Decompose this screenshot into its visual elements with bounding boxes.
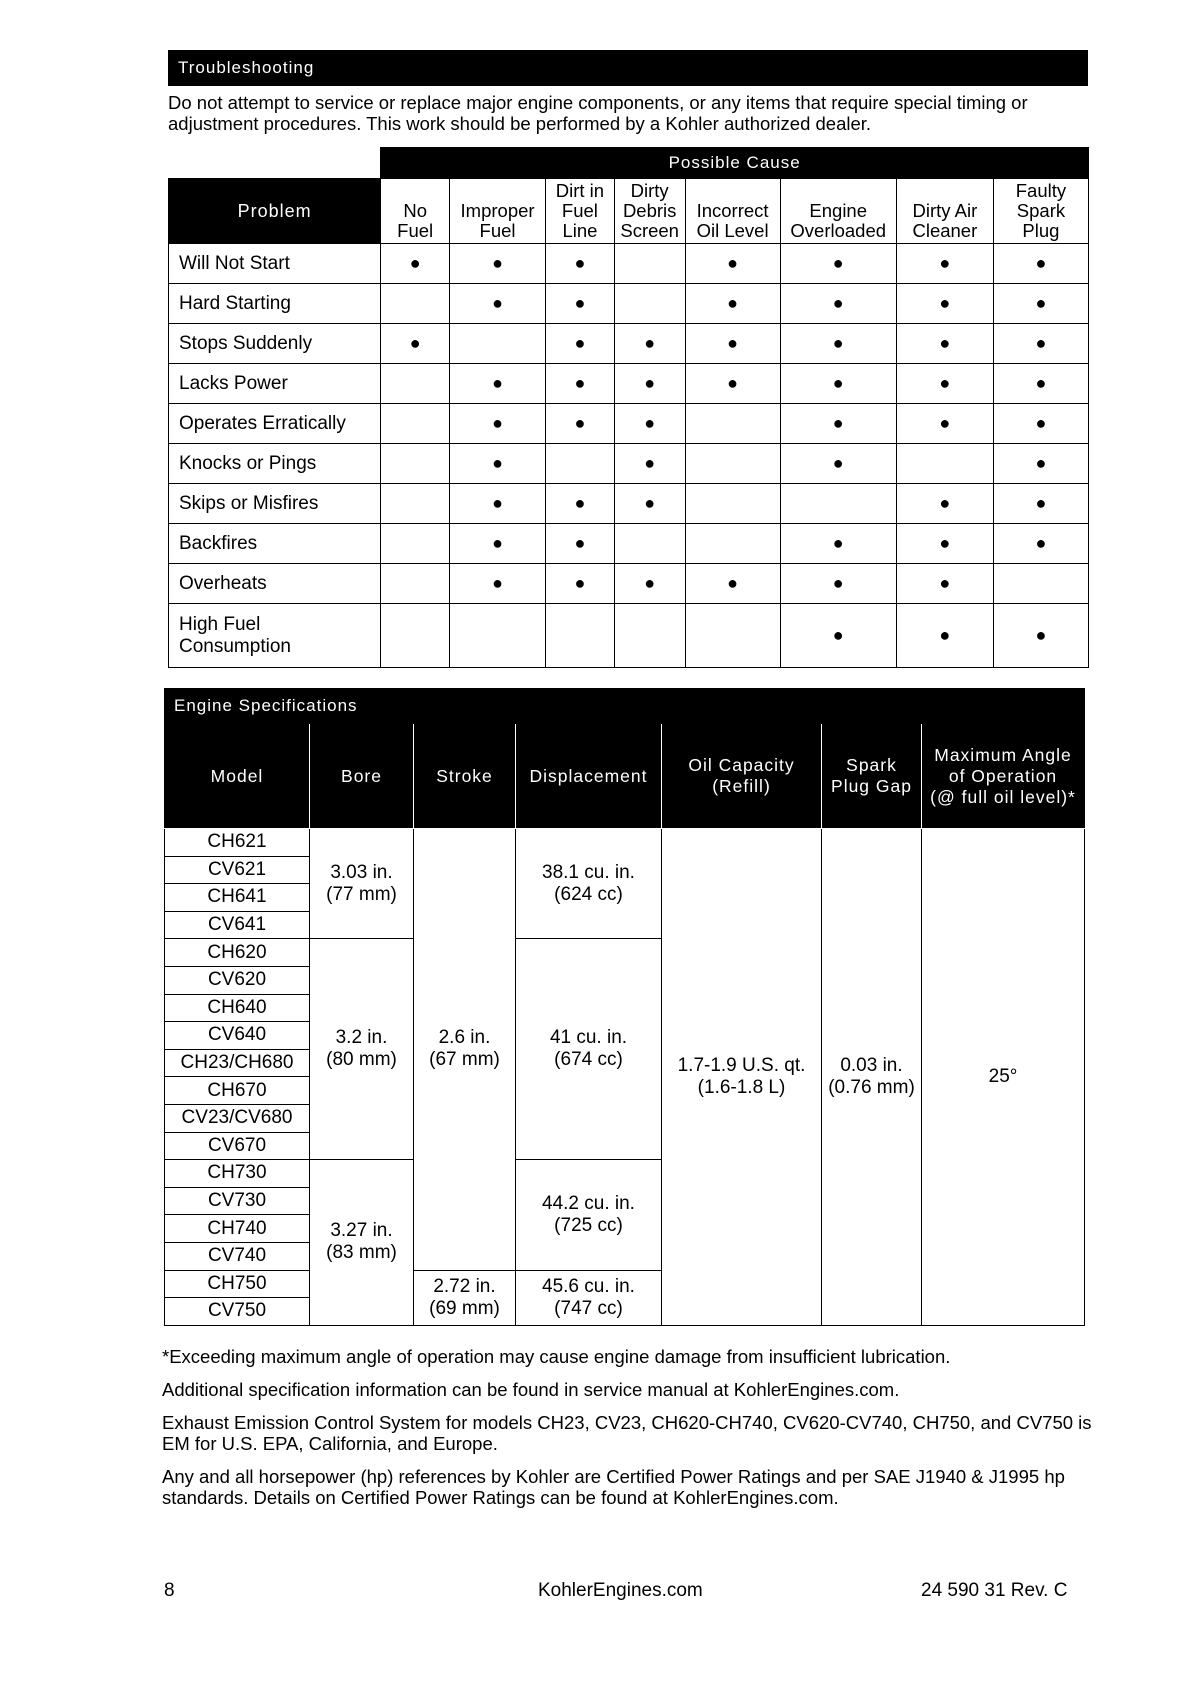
cause-cell: [993, 364, 1088, 404]
spec-row: [165, 829, 1085, 857]
problem-label: Lacks Power: [169, 364, 381, 404]
max-angle-cell: 25°: [922, 829, 1085, 1326]
troubleshooting-table: [168, 147, 1089, 668]
cause-header-line: Debris: [622, 200, 677, 221]
model-cell: CV730: [165, 1187, 310, 1215]
cause-cell: [450, 604, 546, 668]
cause-cell: [546, 324, 615, 364]
cause-cell: [614, 564, 685, 604]
problem-label: Stops Suddenly: [169, 324, 381, 364]
stroke-cell: [414, 829, 516, 1271]
cause-header: [896, 179, 993, 244]
cause-cell: [546, 364, 615, 404]
displacement-value: (624 cc): [554, 883, 623, 905]
bore-cell: [310, 829, 414, 939]
cause-cell: [381, 364, 450, 404]
cause-cell: [685, 564, 780, 604]
cause-dot: ●: [1035, 333, 1047, 353]
cause-dot: ●: [1035, 293, 1047, 313]
cause-cell: [381, 524, 450, 564]
cause-header-line: Dirty Air: [912, 200, 978, 221]
problem-label: High Fuel Consumption: [169, 604, 381, 668]
cause-cell: [614, 604, 685, 668]
cause-dot: ●: [727, 253, 739, 273]
cause-cell: [381, 444, 450, 484]
cause-cell: [780, 484, 896, 524]
cause-cell: [381, 404, 450, 444]
cause-header-line: Fuel: [479, 220, 516, 241]
cause-dot: ●: [492, 453, 503, 473]
cause-header-line: Screen: [620, 220, 679, 241]
cause-header-line: Faulty: [1015, 180, 1067, 201]
cause-dot: ●: [492, 413, 503, 433]
cause-cell: [546, 604, 615, 668]
problem-row: [169, 444, 1089, 484]
footer-website: KohlerEngines.com: [538, 1580, 703, 1601]
cause-dot: ●: [644, 373, 656, 393]
cause-cell: [780, 564, 896, 604]
problem-row: [169, 484, 1089, 524]
displacement-value: 44.2 cu. in.: [542, 1192, 635, 1214]
cause-dot: ●: [939, 413, 951, 433]
problem-row: [169, 284, 1089, 324]
cause-dot: ●: [574, 253, 586, 273]
displacement-cell: [516, 829, 662, 939]
cause-dot: ●: [832, 373, 844, 393]
cause-dot: ●: [1035, 373, 1047, 393]
bore-value: (80 mm): [326, 1049, 397, 1071]
cause-cell: [896, 524, 993, 564]
problem-label: Skips or Misfires: [169, 484, 381, 524]
cause-dot: ●: [574, 373, 586, 393]
cause-header: [450, 179, 546, 244]
cause-cell: [546, 404, 615, 444]
cause-dot: ●: [409, 333, 421, 353]
model-cell: CV621: [165, 856, 310, 884]
possible-cause-header: Possible Cause: [381, 148, 1089, 179]
engine-specifications-title: Engine Specifications: [164, 688, 1085, 724]
cause-cell: [614, 284, 685, 324]
cause-cell: [381, 484, 450, 524]
bore-value: (77 mm): [326, 883, 397, 905]
cause-cell: [614, 404, 685, 444]
cause-header-line: Incorrect: [696, 200, 769, 221]
cause-dot: ●: [1035, 493, 1047, 513]
cause-dot: ●: [644, 413, 656, 433]
problem-label: Overheats: [169, 564, 381, 604]
cause-cell: [546, 244, 615, 284]
cause-cell: [450, 444, 546, 484]
cause-cell: [896, 484, 993, 524]
cause-dot: ●: [644, 333, 656, 353]
model-cell: CV640: [165, 1022, 310, 1050]
angle-header-line: of Operation: [948, 765, 1058, 786]
cause-dot: ●: [574, 493, 586, 513]
model-cell: CH23/CH680: [165, 1049, 310, 1077]
bore-value: 3.03 in.: [330, 861, 393, 883]
cause-header-line: Spark: [1016, 200, 1066, 221]
problem-label: Backfires: [169, 524, 381, 564]
cause-cell: [780, 524, 896, 564]
cause-dot: ●: [492, 253, 503, 273]
displacement-header: Displacement: [516, 724, 662, 829]
cause-cell: [993, 524, 1088, 564]
cause-cell: [614, 364, 685, 404]
cause-dot: ●: [574, 573, 586, 593]
cause-header-line: Dirt in: [555, 180, 605, 201]
cause-cell: [381, 324, 450, 364]
cause-dot: ●: [574, 533, 586, 553]
cause-cell: [896, 324, 993, 364]
cause-cell: [780, 604, 896, 668]
cause-cell: [685, 244, 780, 284]
cause-dot: ●: [644, 493, 656, 513]
displacement-cell: [516, 1270, 662, 1325]
cause-cell: [381, 564, 450, 604]
oil-capacity-header-line: (Refill): [712, 776, 771, 796]
model-header: Model: [165, 724, 310, 829]
model-cell: CH620: [165, 939, 310, 967]
angle-header-line: Maximum Angle: [934, 744, 1072, 765]
problem-row: [169, 564, 1089, 604]
problem-row: [169, 604, 1089, 668]
cause-cell: [993, 284, 1088, 324]
cause-cell: [993, 564, 1088, 604]
bore-header: Bore: [310, 724, 414, 829]
cause-dot: ●: [832, 293, 844, 313]
cause-dot: ●: [574, 333, 586, 353]
problem-row: [169, 244, 1089, 284]
cause-cell: [450, 244, 546, 284]
oil-capacity-header-line: Oil Capacity: [688, 755, 795, 775]
cause-cell: [993, 484, 1088, 524]
cause-dot: ●: [727, 333, 739, 353]
cause-cell: [896, 564, 993, 604]
spark-gap-value: (0.76 mm): [828, 1076, 915, 1098]
model-cell: CH750: [165, 1270, 310, 1298]
cause-cell: [896, 284, 993, 324]
model-cell: CV23/CV680: [165, 1104, 310, 1132]
bore-value: (83 mm): [326, 1242, 397, 1264]
cause-cell: [896, 444, 993, 484]
cause-cell: [993, 444, 1088, 484]
cause-dot: ●: [492, 533, 503, 553]
displacement-value: 38.1 cu. in.: [542, 861, 635, 883]
displacement-value: 45.6 cu. in.: [542, 1275, 635, 1297]
cause-dot: ●: [939, 333, 951, 353]
troubleshooting-intro: Do not attempt to service or replace major engine components, or any items that require special timing or adjustment procedures. This work should be performed by a Kohler authorized dealer.: [168, 92, 1028, 134]
cause-dot: ●: [832, 453, 844, 473]
cause-dot: ●: [1035, 413, 1047, 433]
cause-dot: ●: [939, 373, 951, 393]
note-service-manual: Additional specification information can be found in service manual at KohlerEngines.com.: [162, 1379, 900, 1400]
oil-capacity-value: 1.7-1.9 U.S. qt.: [677, 1054, 806, 1076]
cause-cell: [780, 324, 896, 364]
document-number: 24 590 31 Rev. C: [921, 1580, 1068, 1601]
cause-dot: ●: [832, 333, 844, 353]
spark-header-line: Spark: [846, 755, 897, 775]
oil-capacity-header: [662, 724, 822, 829]
spark-header-line: Plug Gap: [831, 776, 912, 796]
cause-cell: [896, 604, 993, 668]
cause-dot: ●: [832, 413, 844, 433]
cause-dot: ●: [727, 573, 739, 593]
note-horsepower: Any and all horsepower (hp) references by Kohler are Certified Power Ratings and per SAE J1940 & J1995 hp standards. Details on Certified Power Ratings can be found at KohlerEngines.com.: [162, 1466, 1065, 1508]
cause-cell: [685, 524, 780, 564]
engine-specifications-table: [164, 724, 1085, 1326]
cause-header-line: No: [403, 200, 427, 221]
cause-cell: [780, 284, 896, 324]
cause-header: [993, 179, 1088, 244]
page-number: 8: [164, 1580, 175, 1601]
oil-capacity-value: (1.6-1.8 L): [697, 1076, 786, 1098]
cause-dot: ●: [832, 253, 844, 273]
bore-cell: [310, 1160, 414, 1326]
cause-cell: [685, 444, 780, 484]
bore-value: 3.2 in.: [335, 1027, 388, 1049]
bore-value: 3.27 in.: [330, 1220, 393, 1242]
cause-dot: ●: [1035, 253, 1047, 273]
cause-cell: [685, 284, 780, 324]
cause-dot: ●: [1035, 533, 1047, 553]
notes: [162, 1346, 1092, 1520]
cause-header-line: Engine: [809, 200, 868, 221]
cause-dot: ●: [832, 533, 844, 553]
angle-header-line: (@ full oil level)*: [930, 786, 1076, 807]
stroke-cell: [414, 1270, 516, 1325]
blank-corner: [169, 148, 381, 179]
cause-cell: [614, 444, 685, 484]
cause-dot: ●: [644, 573, 656, 593]
cause-header-line: Oil Level: [696, 220, 769, 241]
displacement-cell: [516, 1160, 662, 1270]
model-cell: CV641: [165, 911, 310, 939]
cause-header: [685, 179, 780, 244]
cause-cell: [780, 364, 896, 404]
problem-row: [169, 324, 1089, 364]
cause-cell: [614, 484, 685, 524]
cause-dot: ●: [574, 293, 586, 313]
cause-cell: [546, 564, 615, 604]
spark-gap-cell: [822, 829, 922, 1326]
cause-cell: [685, 364, 780, 404]
cause-header: [546, 179, 615, 244]
displacement-value: (747 cc): [554, 1297, 623, 1319]
oil-capacity-cell: [662, 829, 822, 1326]
cause-header-line: Improper: [460, 200, 535, 221]
cause-dot: ●: [939, 253, 951, 273]
cause-cell: [381, 244, 450, 284]
cause-cell: [450, 484, 546, 524]
model-cell: CH621: [165, 829, 310, 857]
cause-header-line: Line: [562, 220, 598, 241]
cause-cell: [450, 404, 546, 444]
cause-dot: ●: [727, 373, 739, 393]
stroke-value: 2.72 in.: [433, 1275, 496, 1297]
cause-cell: [450, 364, 546, 404]
cause-cell: [685, 604, 780, 668]
cause-cell: [381, 284, 450, 324]
cause-dot: ●: [832, 573, 844, 593]
model-cell: CV620: [165, 966, 310, 994]
cause-cell: [896, 244, 993, 284]
problem-row: [169, 404, 1089, 444]
problem-row: [169, 524, 1089, 564]
model-cell: CV670: [165, 1132, 310, 1160]
cause-dot: ●: [727, 293, 739, 313]
max-angle-header: [922, 724, 1085, 829]
problem-header: Problem: [169, 179, 381, 244]
stroke-value: (69 mm): [429, 1297, 500, 1319]
cause-cell: [896, 364, 993, 404]
cause-header-line: Dirty: [630, 180, 669, 201]
cause-cell: [614, 244, 685, 284]
cause-cell: [993, 244, 1088, 284]
cause-dot: ●: [939, 493, 951, 513]
cause-dot: ●: [832, 625, 844, 645]
cause-dot: ●: [409, 253, 421, 273]
cause-dot: ●: [492, 573, 503, 593]
cause-dot: ●: [644, 453, 656, 473]
cause-cell: [993, 404, 1088, 444]
cause-dot: ●: [574, 413, 586, 433]
cause-dot: ●: [1035, 453, 1047, 473]
cause-dot: ●: [939, 533, 951, 553]
model-cell: CH641: [165, 884, 310, 912]
cause-cell: [896, 404, 993, 444]
problem-label: Operates Erratically: [169, 404, 381, 444]
troubleshooting-title: Troubleshooting: [168, 50, 1088, 86]
problem-label: Will Not Start: [169, 244, 381, 284]
cause-cell: [780, 404, 896, 444]
cause-cell: [685, 324, 780, 364]
cause-cell: [450, 284, 546, 324]
model-cell: CH640: [165, 994, 310, 1022]
cause-cell: [381, 604, 450, 668]
stroke-value: (67 mm): [429, 1049, 500, 1071]
cause-cell: [546, 484, 615, 524]
cause-cell: [450, 524, 546, 564]
cause-cell: [993, 324, 1088, 364]
cause-dot: ●: [939, 625, 951, 645]
cause-dot: ●: [939, 293, 951, 313]
cause-header-line: Overloaded: [790, 220, 887, 241]
problem-label: Hard Starting: [169, 284, 381, 324]
cause-cell: [546, 524, 615, 564]
model-cell: CH670: [165, 1077, 310, 1105]
cause-cell: [685, 484, 780, 524]
cause-cell: [614, 324, 685, 364]
cause-header-line: Fuel: [397, 220, 434, 241]
displacement-cell: [516, 939, 662, 1160]
cause-header: [780, 179, 896, 244]
cause-dot: ●: [939, 573, 951, 593]
model-cell: CH730: [165, 1160, 310, 1188]
spark-gap-value: 0.03 in.: [840, 1054, 903, 1076]
note-angle: *Exceeding maximum angle of operation may cause engine damage from insufficient lubrication.: [162, 1346, 951, 1367]
stroke-value: 2.6 in.: [438, 1027, 491, 1049]
cause-header-line: Plug: [1022, 220, 1060, 241]
model-cell: CV750: [165, 1298, 310, 1326]
displacement-value: (674 cc): [554, 1049, 623, 1071]
cause-dot: ●: [492, 373, 503, 393]
problem-label: Knocks or Pings: [169, 444, 381, 484]
spark-plug-gap-header: [822, 724, 922, 829]
cause-cell: [780, 444, 896, 484]
problem-row: [169, 364, 1089, 404]
cause-header-line: Fuel: [561, 200, 598, 221]
cause-cell: [780, 244, 896, 284]
model-cell: CV740: [165, 1242, 310, 1270]
model-cell: CH740: [165, 1215, 310, 1243]
cause-cell: [614, 524, 685, 564]
bore-cell: [310, 939, 414, 1160]
cause-cell: [450, 564, 546, 604]
cause-cell: [685, 404, 780, 444]
displacement-value: 41 cu. in.: [549, 1027, 628, 1049]
note-emission: Exhaust Emission Control System for models CH23, CV23, CH620-CH740, CV620-CV740, CH750, and CV750 is EM for U.S. EPA, California, and Europe.: [162, 1412, 1092, 1454]
cause-header-line: Cleaner: [912, 220, 978, 241]
stroke-header: Stroke: [414, 724, 516, 829]
cause-cell: [546, 444, 615, 484]
cause-cell: [993, 604, 1088, 668]
cause-dot: ●: [1035, 625, 1047, 645]
cause-cell: [450, 324, 546, 364]
cause-cell: [546, 284, 615, 324]
cause-dot: ●: [492, 293, 503, 313]
displacement-value: (725 cc): [554, 1214, 623, 1236]
cause-header: [381, 179, 450, 244]
cause-dot: ●: [492, 493, 503, 513]
cause-header: [614, 179, 685, 244]
